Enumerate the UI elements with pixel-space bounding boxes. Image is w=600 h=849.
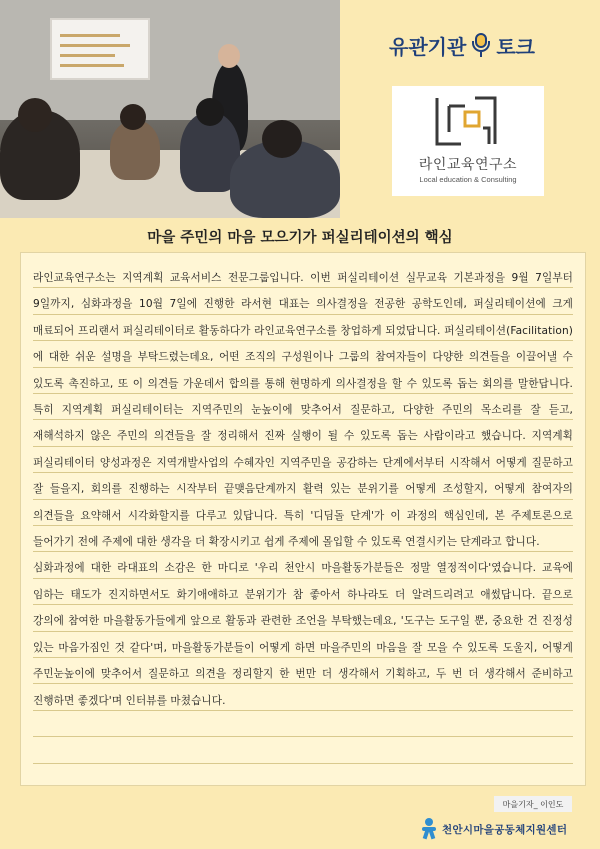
ruled-line bbox=[33, 710, 573, 711]
ruled-line bbox=[33, 287, 573, 288]
person-logo-icon bbox=[420, 818, 438, 840]
reporter-badge: 마을기자_ 이인도 bbox=[494, 796, 572, 812]
ruled-line bbox=[33, 631, 573, 632]
ruled-line bbox=[33, 314, 573, 315]
ruled-line bbox=[33, 340, 573, 341]
ruled-line bbox=[33, 367, 573, 368]
article-headline: 마을 주민의 마음 모으기가 퍼실리테이션의 핵심 bbox=[147, 230, 453, 246]
lecture-photo bbox=[0, 0, 340, 218]
logo-subtitle: Local education & Consulting bbox=[419, 175, 517, 184]
article-body bbox=[20, 252, 586, 786]
ruled-line bbox=[33, 736, 573, 737]
section-title bbox=[362, 30, 562, 60]
ruled-line bbox=[33, 525, 573, 526]
ruled-line bbox=[33, 657, 573, 658]
microphone-icon bbox=[470, 32, 492, 58]
footer-org-name: 천안시마을공동체지원센터 bbox=[442, 823, 568, 836]
ruled-line bbox=[33, 393, 573, 394]
ruled-line bbox=[33, 499, 573, 500]
projector-screen bbox=[50, 18, 150, 80]
ruled-line bbox=[33, 446, 573, 447]
ruled-line bbox=[33, 419, 573, 420]
ruled-line bbox=[33, 551, 573, 552]
article-paragraph-1: 라인교육연구소는 지역계획 교육서비스 전문그룹입니다. 이번 퍼실리테이션 실무교육 기본과정을 9월 7일부터 9일까지, 심화과정을 10월 7일에 진행한 라서현 대표는 의사결정을 전공한 공학도인데, 퍼실리테이션에 크게 매료되어 프리랜서 퍼실리테이터로 활동하다가 라인교육연구소를 창업하게 되었답니다. 퍼실리테이션(Facilitation)에 대한 쉬운 설명을 부탁드렸는데요, 어떤 조직의 구성원이나 그룹의 참여자들이 다양한 의견들을 이끌어낼 수 있도록 촉진하고, 또 이 의견들 가운데서 합의를 통해 현명하게 의사결정을 할 수 있도록 돕는 회의를 말한답니다. 특히 지역계획 퍼실리테이터는 지역주민의 눈높이에 맞추어서 질문하고, 다양한 주민의 목소리를 잘 듣고, 재해석하지 않은 주민의 의견들을 잘 정리해서 진짜 실행이 될 수 있도록 돕는 사람이라고 했습니다. 지역계획 퍼실리테이터 양성과정은 지역개발사업의 수혜자인 지역주민을 공감하는 단계에서부터 시작해서 어떻게 질문하고 잘 들을지, 회의를 진행하는 시작부터 끝맺음단계까지 활력 있는 분위기를 어떻게 조성할지, 어떻게 참여자의 의견들을 요약해서 시각화할지를 다루고 있답니다. 특히 '디딤돌 단계'가 이 과정의 핵심인데, 본 주제토론으로 들어가기 전에 주제에 대한 생각을 더 확장시키고 쉽게 주제에 몰입할 수 있도록 연결시키는 단계라고 합니다. bbox=[33, 272, 573, 549]
ruled-line bbox=[33, 472, 573, 473]
ruled-line bbox=[33, 578, 573, 579]
logo-name: 라인교육연구소 bbox=[418, 157, 518, 173]
section-title-left: 유관기관 bbox=[389, 34, 467, 59]
ruled-line bbox=[33, 763, 573, 764]
ruled-line bbox=[33, 604, 573, 605]
line-logo-icon bbox=[431, 92, 505, 152]
article-paragraph-2: 심화과정에 대한 라대표의 소감은 한 마디로 '우리 천안시 마을활동가분들은 정말 열정적이다'였습니다. 교육에 임하는 태도가 진지하면서도 화기애애하고 분위기가 참 좋아서 하나라도 더 알려드리려고 애썼답니다. 끝으로 강의에 참여한 마을활동가들에게 앞으로 활동과 관련한 조언을 부탁했는데요, '도구는 도구일 뿐, 중요한 건 진정성 있는 마음가짐인 것 같다'며, 마을활동가분들이 어떻게 하면 마을주민의 마음을 잘 모을 수 있도록 도울지, 어떻게 주민눈높이에 맞추어서 질문하고 의견을 정리할지 한 번만 더 생각해서 기획하고, 두 번 더 생각해서 준비하고 진행하면 좋겠다'며 인터뷰를 마쳤습니다. bbox=[33, 562, 573, 707]
organization-logo bbox=[392, 86, 544, 196]
section-title-right: 토크 bbox=[496, 34, 535, 59]
footer-org bbox=[420, 818, 590, 840]
ruled-line bbox=[33, 683, 573, 684]
